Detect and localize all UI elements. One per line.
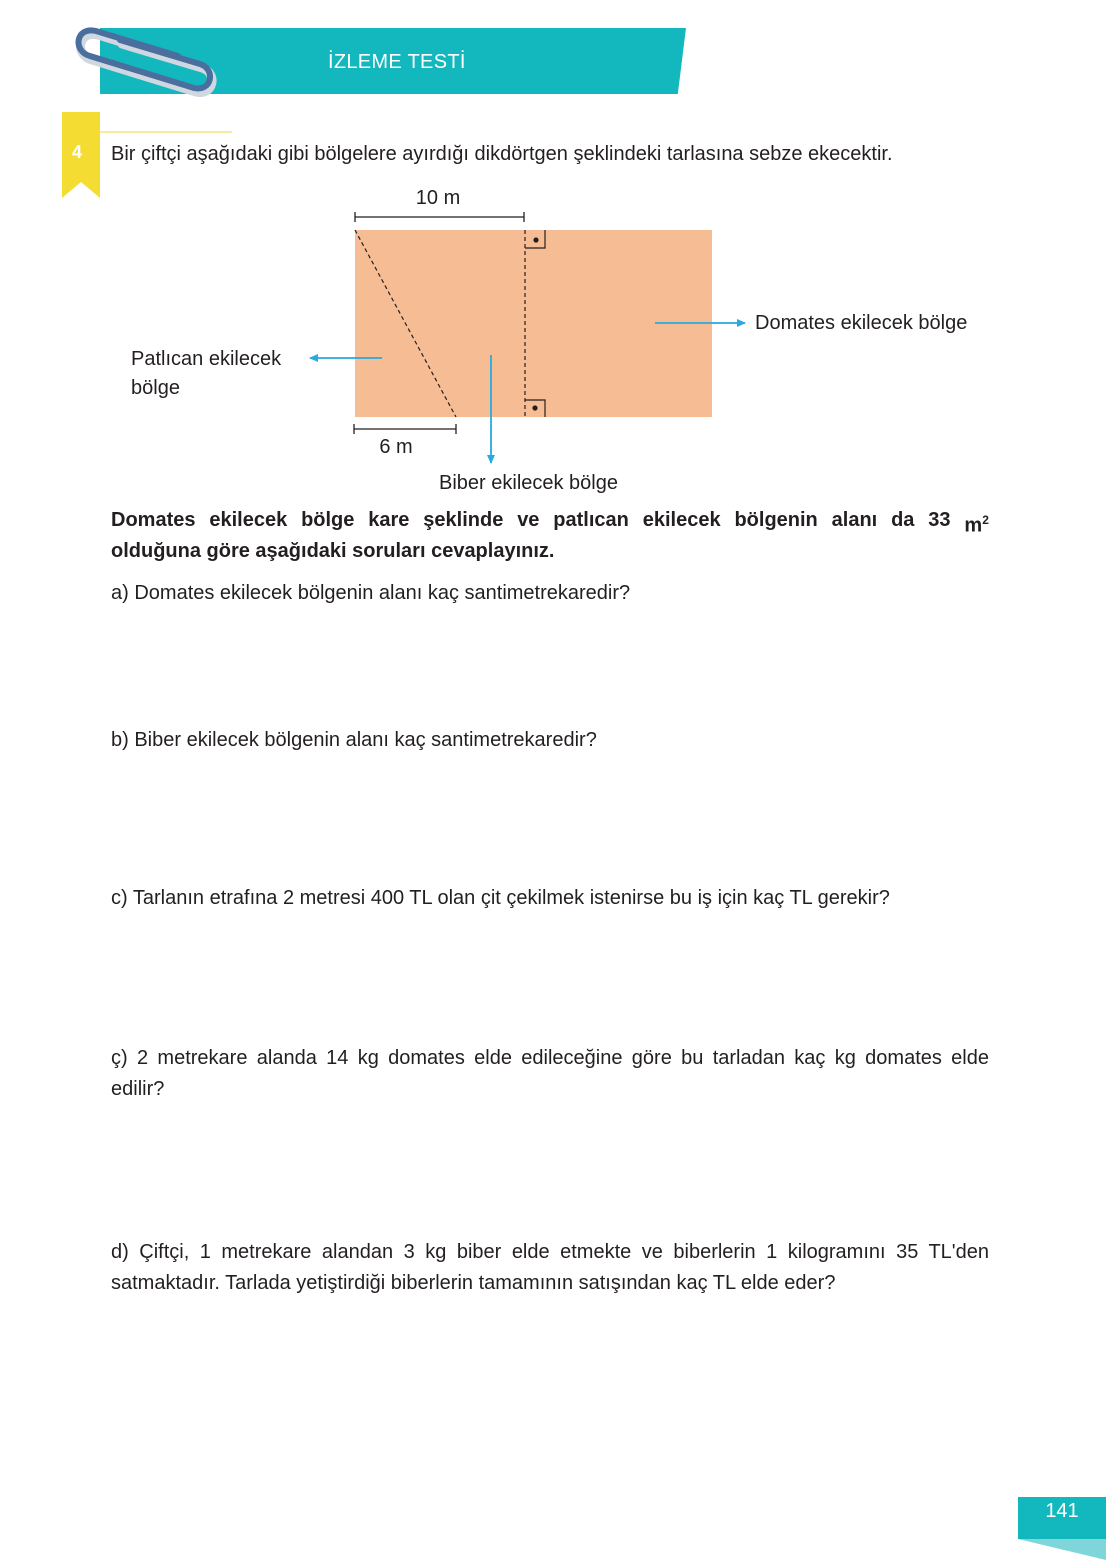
question-b: b) Biber ekilecek bölgenin alanı kaç santimetrekaredir? — [111, 729, 597, 751]
statement-line2: olduğuna göre aşağıdaki soruları cevaplayınız. — [111, 540, 555, 562]
question-a: a) Domates ekilecek bölgenin alanı kaç santimetrekaredir? — [111, 582, 631, 604]
field-diagram — [0, 180, 1106, 500]
eggplant-region-label-line2: bölge — [131, 377, 180, 399]
statement-word: Domates — [111, 509, 196, 531]
statement-word: ekilecek — [642, 509, 721, 531]
eggplant-region-label-line1: Patlıcan ekilecek — [131, 348, 282, 370]
question-d: d) Çiftçi, 1 metrekare alandan 3 kg biber elde etmekte ve biberlerin 1 kilogramını 35 TL'den satmaktadır. Tarlada yetiştirdiği biberlerin tamamının satışından kaç TL elde eder? — [111, 1241, 989, 1294]
dimension-line-6m — [354, 424, 456, 434]
statement-word: patlıcan — [553, 509, 629, 531]
header-title: İZLEME TESTİ — [328, 51, 466, 73]
question-number: 4 — [72, 142, 83, 162]
question-c-cedilla: ç) 2 metrekare alanda 14 kg domates elde edileceğine göre bu tarladan kaç kg domates elde edilir? — [111, 1047, 989, 1100]
bottom-length-label: 6 m — [379, 436, 413, 458]
tomato-region-label: Domates ekilecek bölge — [755, 312, 968, 334]
statement-word: $m^2$ — [964, 513, 989, 537]
statement-word: ve — [517, 509, 540, 531]
page-number: 141 — [1045, 1500, 1079, 1522]
question-intro: Bir çiftçi aşağıdaki gibi bölgelere ayırdığı dikdörtgen şeklindeki tarlasına sebze ekecektir. — [111, 143, 893, 165]
statement-word: da — [891, 509, 915, 531]
question-underline — [100, 131, 232, 133]
question-c: c) Tarlanın etrafına 2 metresi 400 TL olan çit çekilmek istenirse bu iş için kaç TL gerekir? — [111, 887, 890, 909]
statement-word: ekilecek — [209, 509, 288, 531]
top-length-label: 10 m — [415, 187, 461, 209]
paperclip-icon — [60, 18, 220, 98]
statement-word: şeklinde — [423, 509, 504, 531]
statement-word: bölge — [301, 509, 355, 531]
dimension-line-10m — [355, 212, 524, 222]
statement-superscript: 2 — [982, 513, 989, 527]
statement-word: kare — [368, 509, 410, 531]
statement-word: 33 — [928, 509, 951, 531]
statement-word: alanı — [831, 509, 878, 531]
pepper-region-label: Biber ekilecek bölge — [439, 472, 618, 494]
statement-word: bölgenin — [734, 509, 818, 531]
